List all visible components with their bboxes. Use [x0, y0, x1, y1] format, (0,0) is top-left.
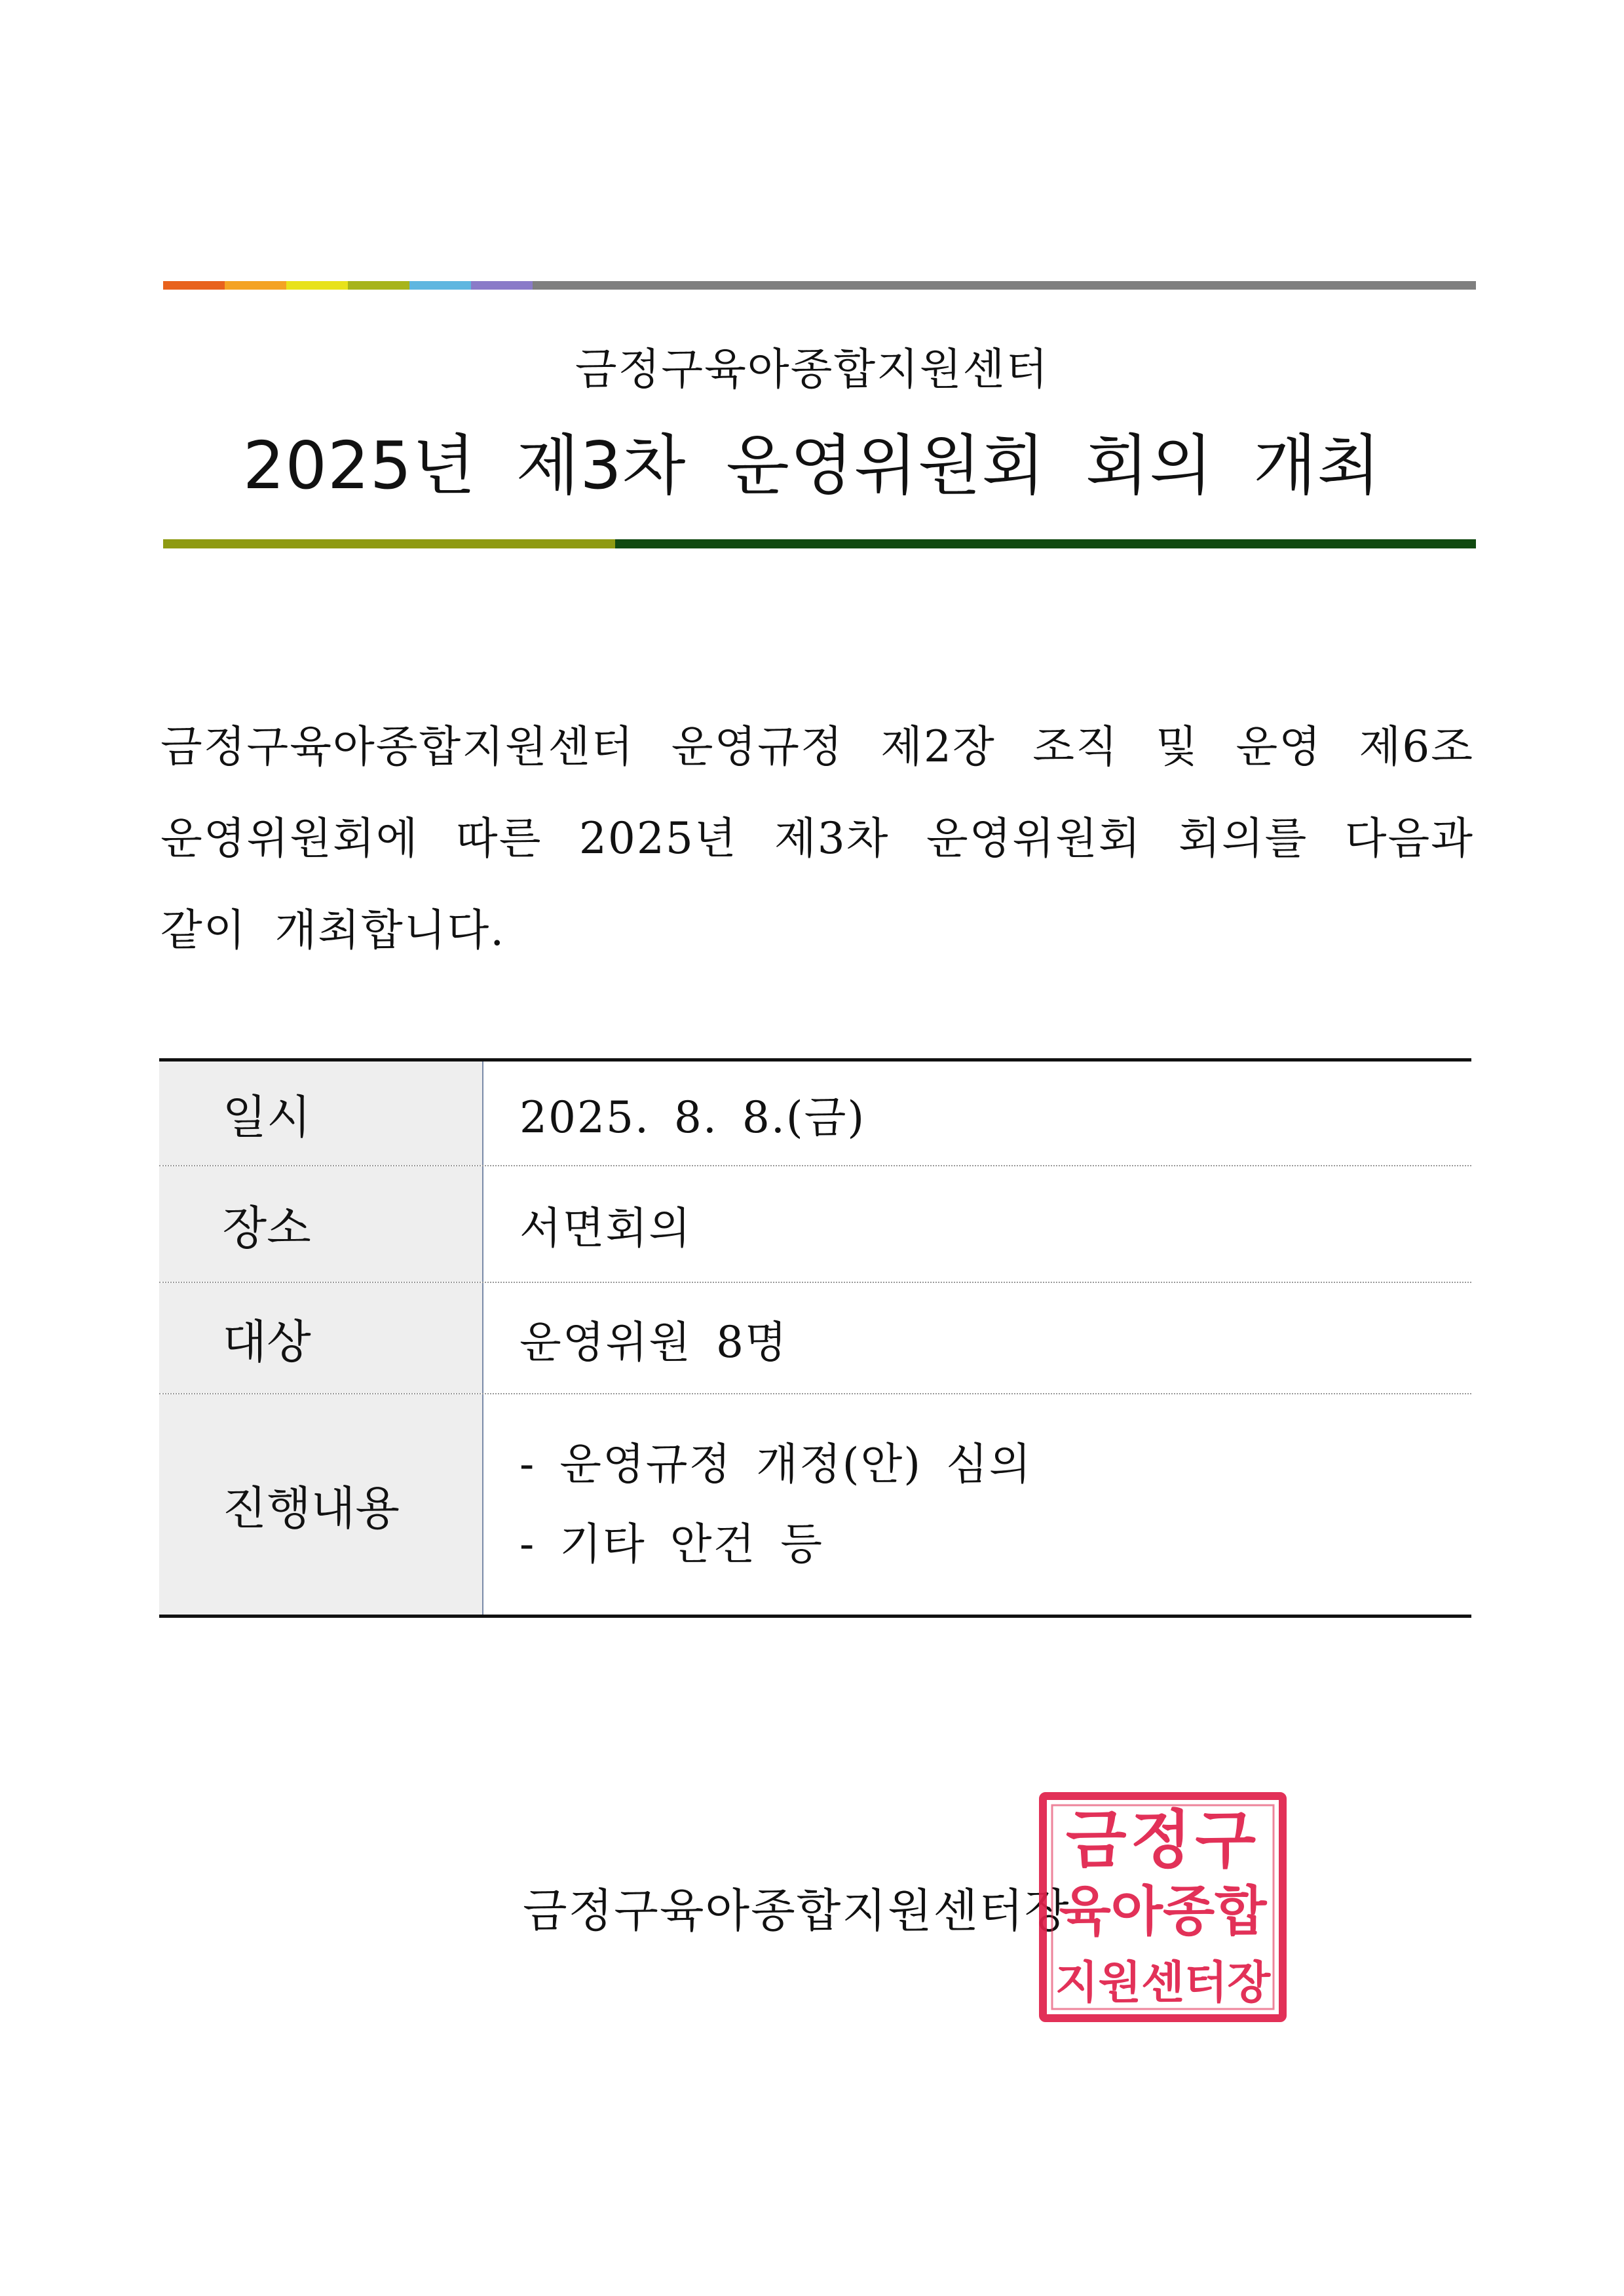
- organization-name: 금정구육아종합지원센터: [575, 344, 1049, 394]
- seal-line: 육아종합: [1059, 1881, 1267, 1943]
- place-value-cell: [483, 1166, 1471, 1282]
- color-bar-segment: [286, 281, 348, 290]
- color-bar-segment: [348, 281, 409, 290]
- date-value-cell: [483, 1062, 1471, 1165]
- date-label-cell: [159, 1062, 483, 1165]
- table-row: [159, 1062, 1471, 1166]
- target-value-cell: [483, 1283, 1471, 1393]
- color-bar-segment: [225, 281, 286, 290]
- place-value: 서면회의: [519, 1202, 692, 1253]
- signature-text: 금정구육아종합지원센터장: [523, 1884, 1070, 1938]
- header-top-color-bar: [163, 281, 1476, 290]
- color-bar-segment: [163, 539, 615, 548]
- color-bar-segment: [471, 281, 533, 290]
- place-label-cell: [159, 1166, 483, 1282]
- content-label-cell: [159, 1394, 483, 1615]
- color-bar-segment: [409, 281, 471, 290]
- official-seal-stamp-icon: [1038, 1791, 1288, 2023]
- color-bar-segment: [615, 539, 1476, 548]
- content-item: - 기타 안건 등: [519, 1519, 824, 1569]
- place-label: 장소: [222, 1200, 311, 1255]
- color-bar-segment: [533, 281, 1476, 290]
- target-label: 대상: [222, 1314, 311, 1369]
- date-label: 일시: [222, 1090, 311, 1144]
- color-bar-segment: [163, 281, 225, 290]
- table-row: [159, 1166, 1471, 1283]
- seal-line: 지원센터장: [1055, 1957, 1271, 2009]
- meeting-info-table: [159, 1058, 1471, 1618]
- date-value: 2025. 8. 8.(금): [519, 1092, 866, 1143]
- table-row: [159, 1394, 1471, 1615]
- header-bottom-color-bar: [163, 539, 1476, 548]
- document-title: 2025년 제3차 운영위원회 회의 개최: [242, 427, 1382, 504]
- content-value-cell: [483, 1394, 1471, 1615]
- target-value: 운영위원 8명: [519, 1316, 788, 1368]
- table-row: [159, 1283, 1471, 1394]
- target-label-cell: [159, 1283, 483, 1393]
- content-item: - 운영규정 개정(안) 심의: [519, 1439, 1032, 1489]
- content-label: 진행내용: [222, 1481, 400, 1535]
- seal-line: 금정구: [1065, 1803, 1260, 1877]
- body-paragraph: 금정구육아종합지원센터 운영규정 제2장 조직 및 운영 제6조 운영위원회에 따른 2025년 제3차 운영위원회 회의를 다음과 같이 개최합니다.: [161, 721, 1474, 955]
